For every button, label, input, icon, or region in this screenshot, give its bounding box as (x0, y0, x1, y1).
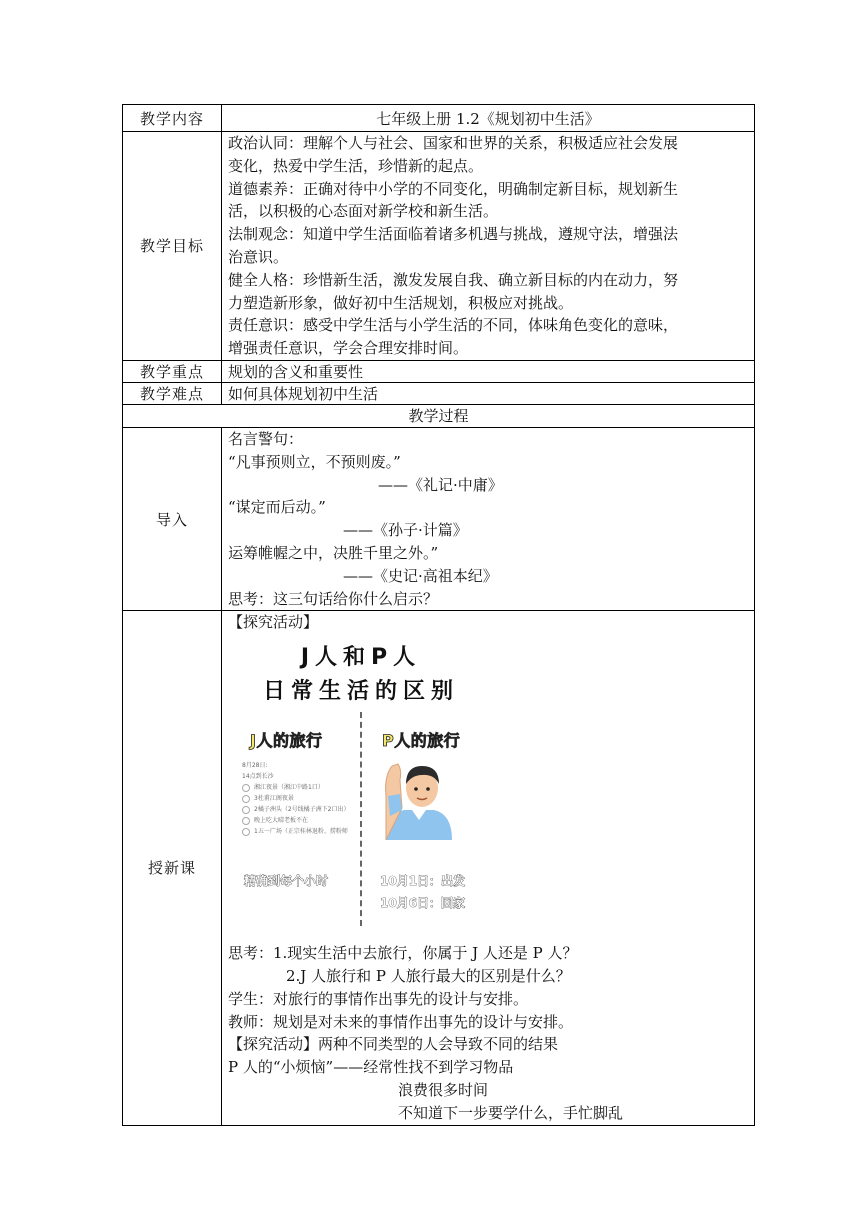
goal-line: 法制观念：知道中学生活面临着诸多机遇与挑战，遵规守法，增强法 (228, 225, 679, 244)
key-point-row (123, 360, 755, 382)
infographic-title-line1: J人和P人 (300, 645, 422, 671)
j-travel-heading: J人的旅行 (250, 731, 323, 751)
plan-date: 8月28日: (242, 762, 268, 770)
new-lesson-cell (222, 611, 755, 1125)
j-plan-list (242, 760, 357, 837)
goal-line: 责任意识：感受中学生活与小学生活的不同，体味角色变化的意味， (228, 316, 679, 335)
quote-line: “谋定而后动。” (228, 498, 326, 517)
quote-source: ——《礼记·中庸》 (378, 475, 503, 494)
checkbox-icon (242, 817, 250, 825)
intro-row (123, 427, 755, 610)
checkbox-icon (242, 806, 250, 814)
goal-line: 增强责任意识，学会合理安排时间。 (228, 339, 469, 358)
quote-line: “凡事预则立，不预则废。” (228, 452, 401, 471)
p-trouble-line: 不知道下一步要学什么，手忙脚乱 (398, 1103, 624, 1122)
intro-line: 名言警句： (228, 429, 304, 448)
p-caption-return: 10月6日：回家 (380, 896, 466, 911)
checkbox-icon (242, 828, 250, 836)
infographic-title-line2: 日常生活的区别 (262, 679, 459, 705)
difficulty-label: 教学难点 (123, 382, 222, 404)
goal-line: 政治认同：理解个人与社会、国家和世界的关系，积极适应社会发展 (228, 134, 679, 152)
intro-cell (222, 427, 755, 610)
process-header: 教学过程 (123, 404, 755, 427)
p-trouble-line: 浪费很多时间 (398, 1080, 489, 1099)
content-value: 七年级上册 1.2《规划初中生活》 (222, 105, 755, 132)
goal-line: 治意识。 (228, 247, 289, 266)
plan-item: 湘江夜景（湘江中路1口） (242, 782, 357, 793)
key-point-label: 教学重点 (123, 360, 222, 382)
j-p-infographic (232, 636, 490, 936)
goals-row (123, 132, 755, 361)
activity-label: 【探究活动】 (228, 613, 319, 632)
checkbox-icon (242, 795, 250, 803)
activity-line: 【探究活动】两种不同类型的人会导致不同的结果 (228, 1035, 559, 1054)
content-row (123, 105, 755, 132)
quote-line: 运筹帷幄之中，决胜千里之外。” (228, 543, 439, 562)
difficulty-value: 如何具体规划初中生活 (222, 382, 755, 404)
student-line: 学生：对旅行的事情作出事先的设计与安排。 (228, 989, 529, 1008)
intro-label: 导入 (123, 427, 222, 610)
lesson-plan-table (122, 104, 755, 1126)
plan-arrival: 14点到长沙 (242, 773, 274, 781)
goal-line: 力塑造新形象，做好初中生活规划，积极应对挑战。 (228, 293, 574, 312)
plan-item: 3杜甫江阁夜景 (242, 793, 357, 804)
person-raising-hand-icon (382, 756, 456, 840)
new-lesson-row (123, 611, 755, 1125)
difficulty-row (123, 382, 755, 404)
goal-line: 道德素养：正确对待中小学的不同变化，明确制定新目标，规划新生 (228, 179, 679, 198)
p-travel-heading: P人的旅行 (382, 731, 461, 751)
p-caption-depart: 10月1日：出发 (380, 874, 466, 889)
plan-item: 2橘子洲头（2号线橘子洲下2口出） (242, 804, 357, 815)
p-trouble-line: P 人的“小烦恼”——经常性找不到学习物品 (228, 1058, 514, 1077)
goals-label: 教学目标 (123, 132, 222, 361)
quote-source: ——《史记·高祖本纪》 (343, 566, 498, 585)
goal-line: 活，以积极的心态面对新学校和新生活。 (228, 202, 499, 221)
process-header-row (123, 404, 755, 427)
intro-question: 思考：这三句话给你什么启示？ (228, 589, 439, 608)
think-line: 2.J 人旅行和 P 人旅行最大的区别是什么？ (286, 966, 571, 985)
goals-cell (222, 132, 755, 361)
teacher-line: 教师：规划是对未来的事情作出事先的设计与安排。 (228, 1012, 574, 1031)
goal-line: 健全人格：珍惜新生活，激发发展自我、确立新目标的内在动力，努 (228, 270, 679, 289)
quote-source: ——《孙子·计篇》 (343, 521, 468, 540)
goal-line: 变化，热爱中学生活，珍惜新的起点。 (228, 156, 484, 175)
plan-item: 晚上吃大晴老板不在 (242, 815, 357, 826)
dashed-divider (360, 712, 362, 926)
j-caption: 精确到每个小时 (244, 874, 329, 889)
checkbox-icon (242, 784, 250, 792)
key-point-value: 规划的含义和重要性 (222, 360, 755, 382)
new-lesson-label: 授新课 (123, 611, 222, 1125)
think-line: 思考：1.现实生活中去旅行，你属于 J 人还是 P 人？ (228, 944, 578, 963)
content-label: 教学内容 (123, 105, 222, 132)
plan-item: 1五一广场（正宗桂林退粉、捞粉师 (242, 826, 357, 837)
